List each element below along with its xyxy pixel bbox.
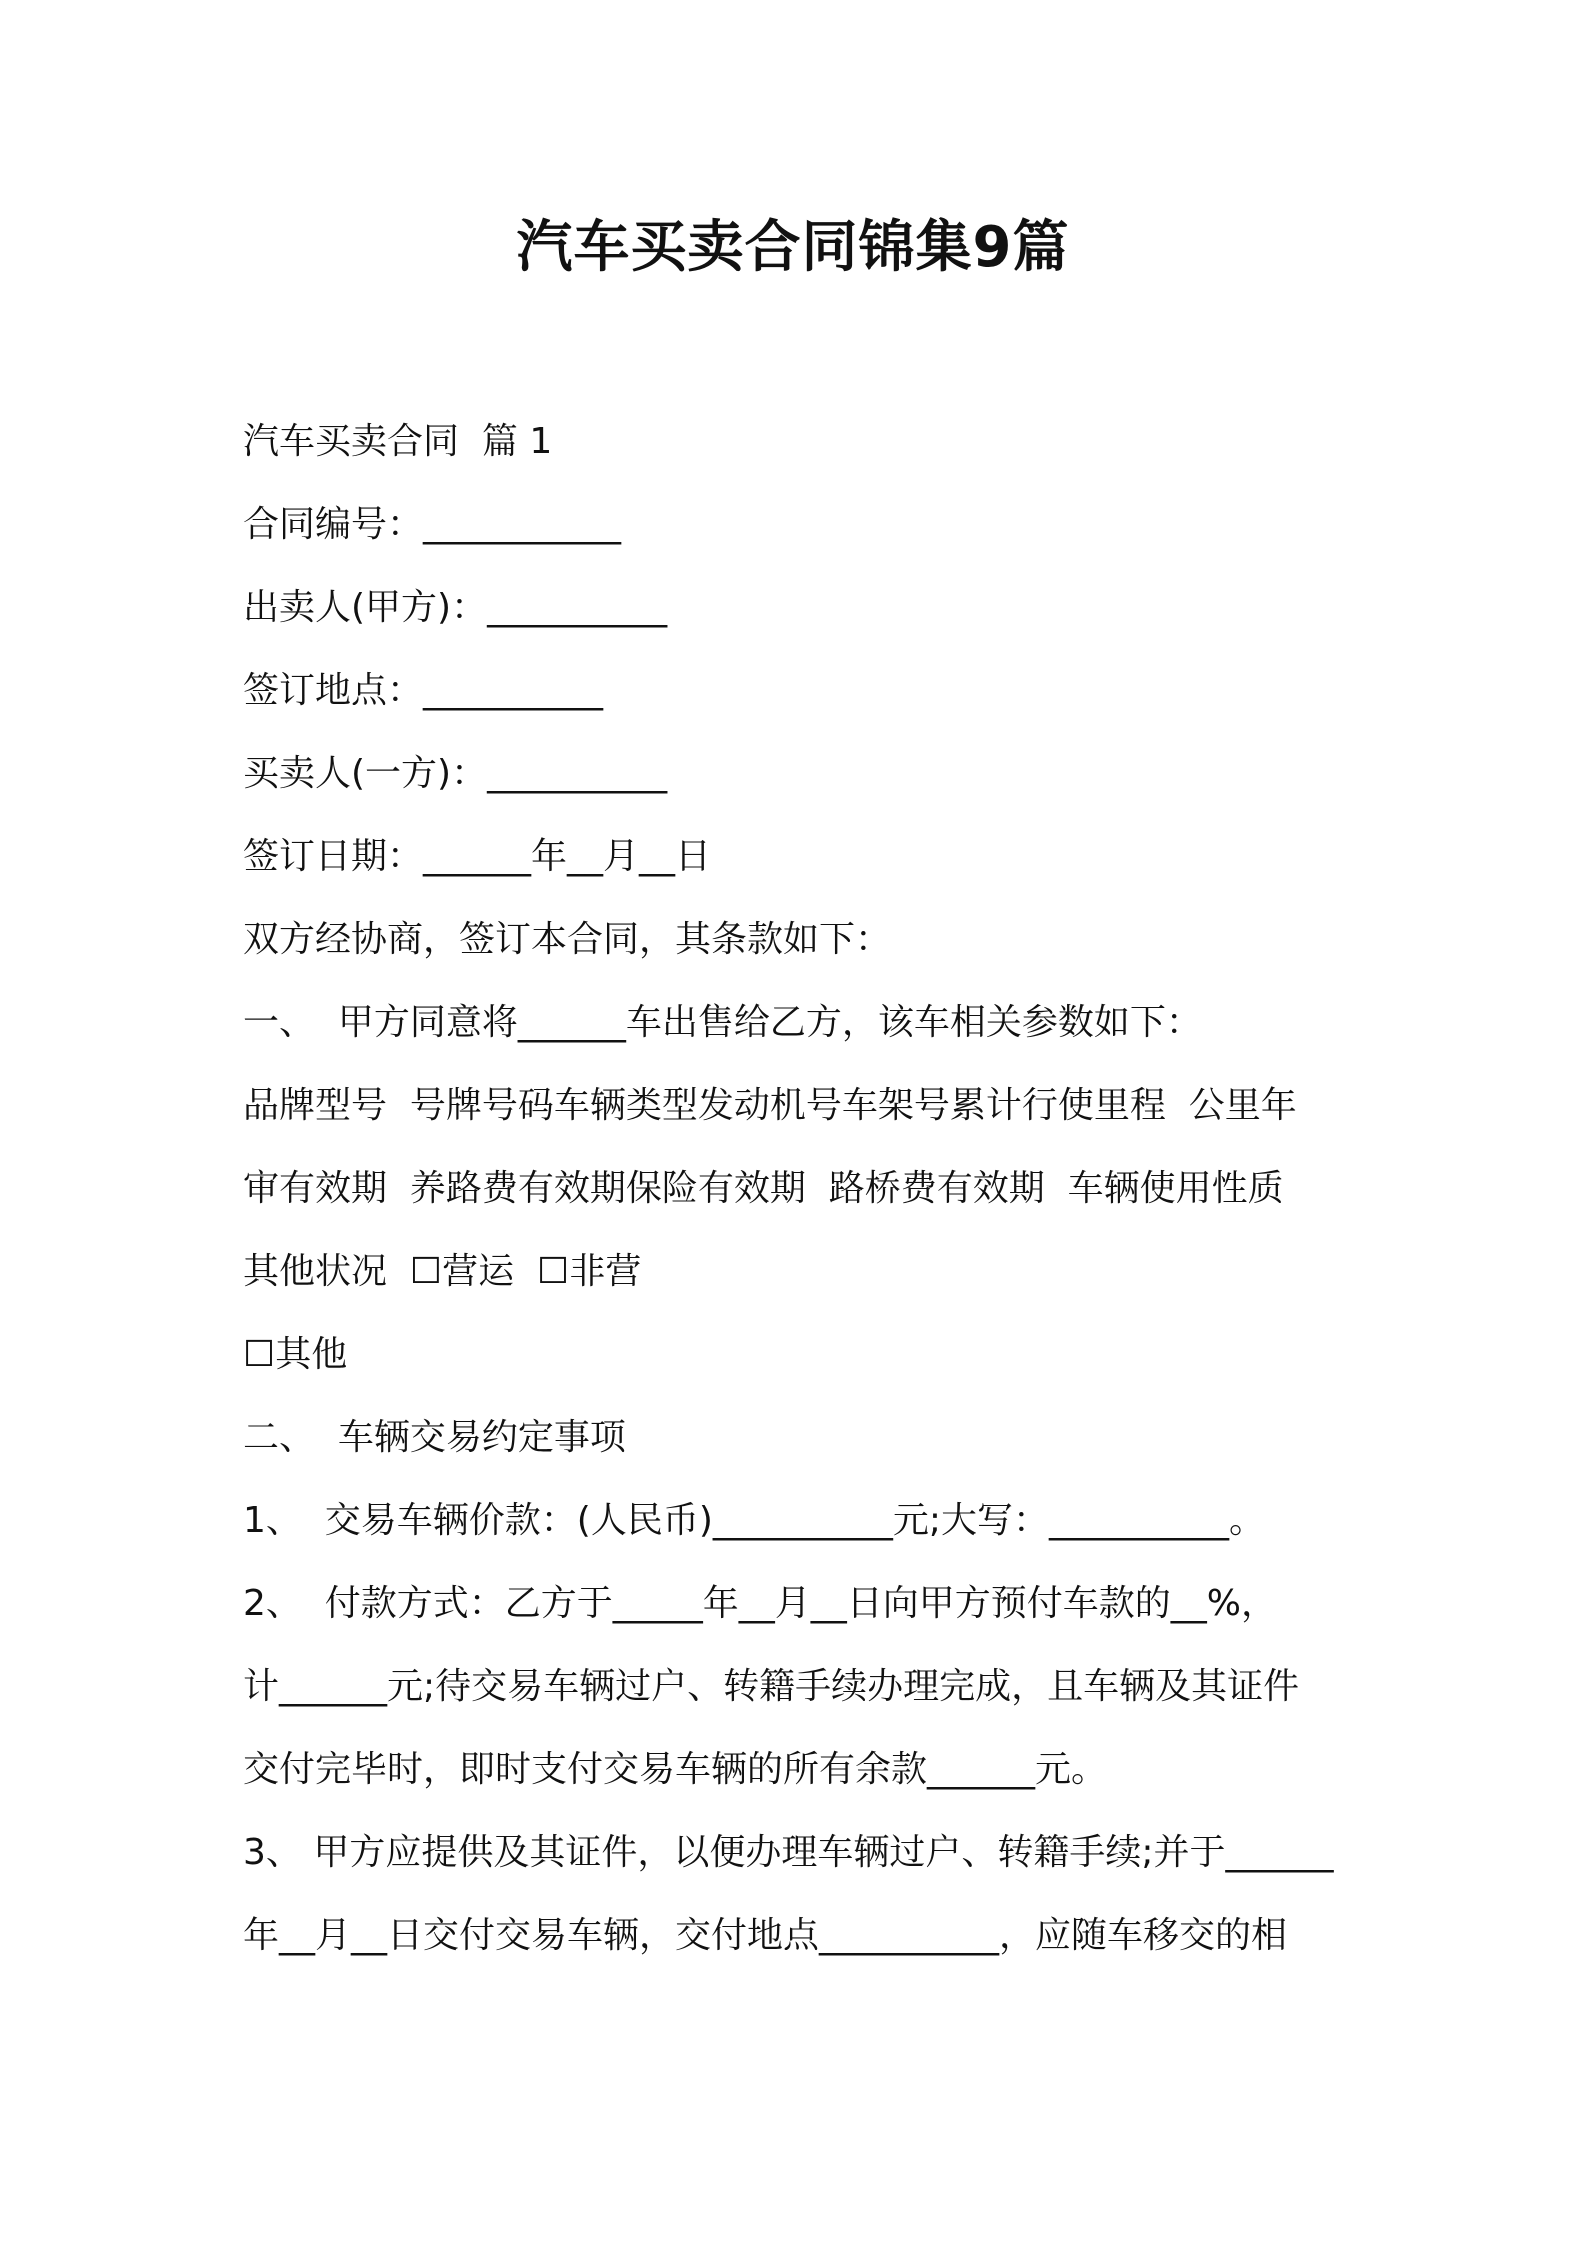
contract-number-line: 合同编号：___________ [243,504,622,545]
section-heading: 汽车买卖合同 篇 1 [243,421,553,462]
clause-two-heading: 二、 车辆交易约定事项 [243,1417,626,1458]
payment-line-3: 交付完毕时，即时支付交易车辆的所有余款______元。 [243,1749,1108,1790]
parameters-line-1: 品牌型号 号牌号码车辆类型发动机号车架号累计行使里程 公里年 [243,1085,1297,1126]
seller-line: 出卖人(甲方)：__________ [243,587,668,628]
document-title: 汽车买卖合同锦集9篇 [516,215,1070,280]
buyer-line: 买卖人(一方)：__________ [243,753,668,794]
other-option-line: ☐其他 [243,1334,348,1375]
delivery-line-2: 年__月__日交付交易车辆，交付地点__________，应随车移交的相 [243,1915,1288,1956]
price-line: 1、 交易车辆价款：(人民币)__________元;大写：__________。 [243,1500,1266,1541]
document-body [243,400,1363,1977]
other-status-line: 其他状况 ☐营运 ☐非营 [243,1251,642,1292]
payment-line-2: 计______元;待交易车辆过户、转籍手续办理完成，且车辆及其证件 [243,1666,1300,1707]
payment-line-1: 2、 付款方式：乙方于_____年__月__日向甲方预付车款的__%， [243,1583,1277,1624]
parameters-line-2: 审有效期 养路费有效期保险有效期 路桥费有效期 车辆使用性质 [243,1168,1284,1209]
signing-place-line: 签订地点：__________ [243,670,604,711]
signing-date-line: 签订日期：______年__月__日 [243,836,712,877]
clause-one-heading: 一、 甲方同意将______车出售给乙方，该车相关参数如下： [243,1002,1202,1043]
intro-paragraph: 双方经协商，签订本合同，其条款如下： [243,919,892,960]
delivery-line-1: 3、 甲方应提供及其证件，以便办理车辆过户、转籍手续;并于______ [243,1832,1334,1873]
